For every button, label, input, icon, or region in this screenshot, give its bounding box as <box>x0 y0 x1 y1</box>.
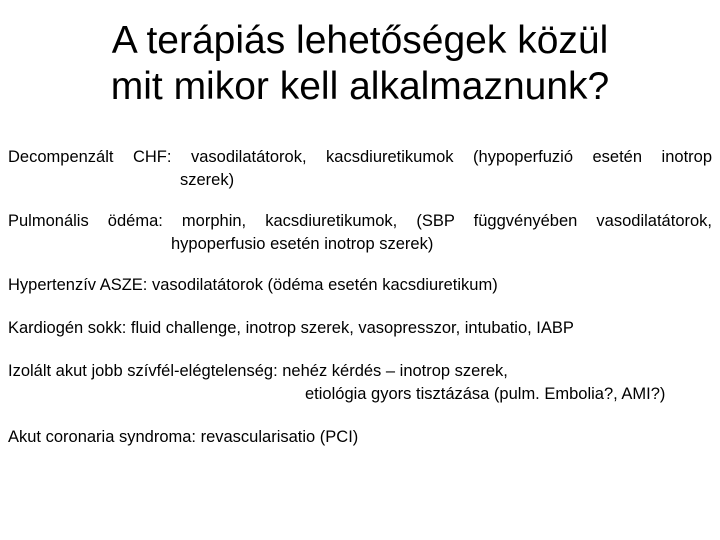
item-decompensated-chf <box>8 146 712 192</box>
item-line: Akut coronaria syndroma: revascularisatio (PCI) <box>8 428 359 446</box>
slide-title-line-1: A terápiás lehetőségek közül <box>111 19 609 62</box>
item-line: Decompenzált CHF: vasodilatátorok, kacsdiuretikumok (hypoperfuzió esetén inotrop <box>8 148 712 166</box>
item-line-continuation: etiológia gyors tisztázása (pulm. Embolia?, AMI?) <box>305 385 666 403</box>
item-line-continuation: hypoperfusio esetén inotrop szerek) <box>171 235 434 253</box>
item-line: Izolált akut jobb szívfél-elégtelenség: nehéz kérdés – inotrop szerek, <box>8 362 508 380</box>
item-line-continuation: szerek) <box>180 171 235 189</box>
item-line: Pulmonális ödéma: morphin, kacsdiuretikumok, (SBP függvényében vasodilatátorok, <box>8 212 712 230</box>
item-cardiogenic-shock <box>8 317 712 340</box>
item-pulmonary-edema <box>8 210 712 256</box>
item-hypertensive-ahf <box>8 274 712 297</box>
item-isolated-right-heart-failure <box>8 360 712 406</box>
item-line: Kardiogén sokk: fluid challenge, inotrop szerek, vasopresszor, intubatio, IABP <box>8 319 574 337</box>
item-acute-coronary-syndrome <box>8 426 712 449</box>
slide-title-line-2: mit mikor kell alkalmaznunk? <box>110 65 610 108</box>
slide-title <box>0 18 720 110</box>
item-line: Hypertenzív ASZE: vasodilatátorok (ödéma esetén kacsdiuretikum) <box>8 276 498 294</box>
